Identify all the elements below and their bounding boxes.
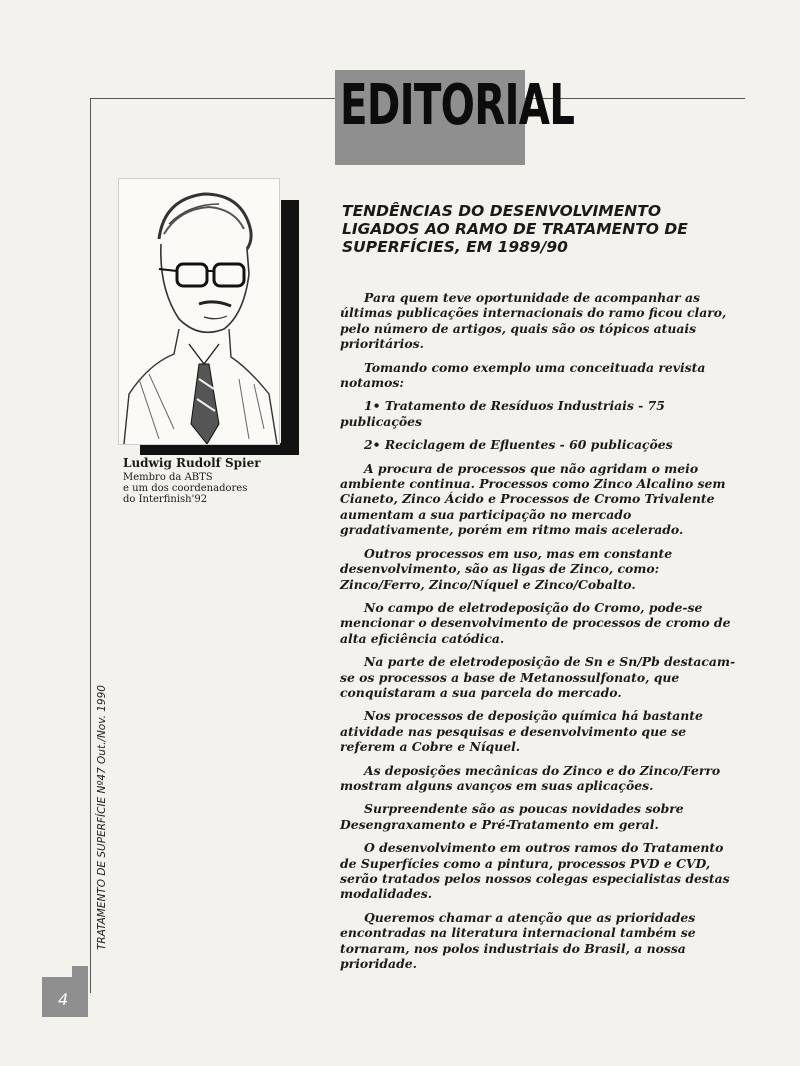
paragraph: O desenvolvimento em outros ramos do Tratamento de Superfícies como a pintura, processos PVD e CVD, serão tratados pelos nossos colegas especialistas destas modalidades.: [340, 840, 730, 902]
paragraph: No campo de eletrodeposição do Cromo, pode-se mencionar o desenvolvimento de processos de cromo de alta eficiência catódica.: [340, 599, 731, 646]
paragraph: Outros processos em uso, mas em constante desenvolvimento, são as ligas de Zinco, como: Zinco/Ferro, Zinco/Níquel e Zinco/Cobalto.: [340, 545, 673, 592]
paragraph: Nos processos de deposição química há bastante atividade nas pesquisas e desenvolvimento que se referem a Cobre e Níquel.: [340, 708, 703, 755]
masthead-title: EDITORIAL: [340, 73, 575, 138]
author-name: Ludwig Rudolf Spier: [123, 456, 261, 470]
article-headline: TENDÊNCIAS DO DESENVOLVIMENTO LIGADOS AO RAMO DE TRATAMENTO DE SUPERFÍCIES, EM 1989/90: [342, 202, 688, 256]
portrait-sketch: [119, 179, 279, 444]
paragraph: Na parte de eletrodeposição de Sn e Sn/Pb destacam-se os processos a base de Metanossulfonato, que conquistaram a sua parcela do mercado.: [340, 654, 736, 700]
portrait-shadow-right: [281, 200, 299, 455]
author-role-line: e um dos coordenadores: [123, 483, 248, 494]
author-role-line: Membro da ABTS: [123, 472, 213, 483]
paragraph: 1• Tratamento de Resíduos Industriais - 75 publicações: [340, 398, 665, 429]
publication-footer: TRATAMENTO DE SUPERFÍCIE Nº47 Out./Nov. 1990: [96, 685, 108, 950]
paragraph: As deposições mecânicas do Zinco e do Zinco/Ferro mostram alguns avanços em suas aplicações.: [340, 762, 721, 793]
author-portrait: [118, 178, 280, 445]
paragraph: Tomando como exemplo uma conceituada revista notamos:: [340, 359, 706, 391]
author-caption: [123, 456, 298, 505]
paragraph: A procura de processos que não agridam o meio ambiente continua. Processos como Zinco Alcalino sem Cianeto, Zinco Ácido e Processos de Cromo Trivalente aumentam a sua participação no mercado gradativamente, porém em ritmo mais acelerado.: [340, 460, 726, 538]
paragraph: Para quem teve oportunidade de acompanhar as últimas publicações internacionais do ramo ficou claro, pelo número de artigos, quais são os tópicos atuais prioritários.: [340, 290, 727, 352]
author-role-line: do Interfinish'92: [123, 494, 208, 505]
page-number: 4: [58, 990, 69, 1009]
article-body: [340, 290, 740, 979]
frame-left-rule: [90, 98, 91, 993]
paragraph: Surpreendente são as poucas novidades sobre Desengraxamento e Pré-Tratamento em geral.: [340, 801, 684, 832]
paragraph: 2• Reciclagem de Efluentes - 60 publicações: [364, 437, 673, 453]
paragraph: Queremos chamar a atenção que as prioridades encontradas na literatura internacional também se tornaram, nos polos industriais do Brasil, a nossa prioridade.: [340, 909, 696, 972]
